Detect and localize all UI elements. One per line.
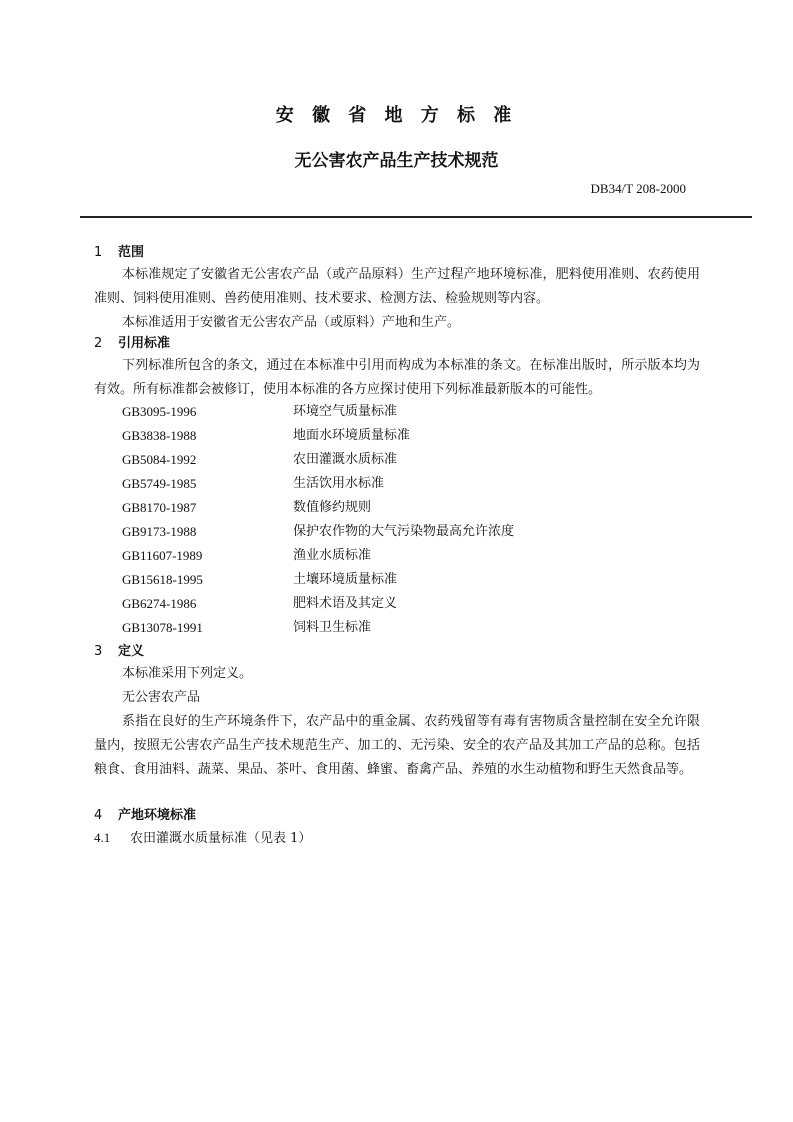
list-item	[122, 496, 682, 520]
standard-code: GB13078-1991	[122, 620, 203, 635]
standard-code: GB6274-1986	[122, 596, 197, 611]
list-item	[122, 472, 682, 496]
list-item	[122, 544, 682, 568]
standard-code: DB34/T 208-2000	[590, 181, 686, 196]
term-definition: 系指在良好的生产环境条件下，农产品中的重金属、农药残留等有毒有害物质含量控制在安全允许限量内，按照无公害农产品生产技术规范生产、加工的、无污染、安全的农产品及其加工产品的总称。包括粮食、食用油料、蔬菜、果品、茶叶、食用菌、蜂蜜、畜禽产品、养殖的水生动植物和野生天然食品等。	[94, 714, 700, 777]
standard-code: GB9173-1988	[122, 524, 197, 539]
section-3-number: 3	[94, 644, 103, 659]
section-2-number: 2	[94, 336, 103, 351]
section-3-title: 定义	[118, 644, 145, 659]
section-1-paragraph-2: 本标准适用于安徽省无公害农产品（或原料）产地和生产。	[122, 315, 461, 330]
standard-code: GB8170-1987	[122, 500, 197, 515]
list-item	[122, 520, 682, 544]
section-1-paragraph-1: 本标准规定了安徽省无公害农产品（或产品原料）生产过程产地环境标准，肥料使用准则、农药使用准则、饲料使用准则、兽药使用准则、技术要求、检测方法、检验规则等内容。	[94, 267, 700, 306]
standard-name: 环境空气质量标准	[293, 404, 398, 419]
section-2-heading	[94, 334, 170, 354]
list-item	[122, 616, 682, 640]
standard-code: GB5084-1992	[122, 452, 197, 467]
section-4-heading	[94, 806, 196, 826]
section-2-paragraph: 下列标准所包含的条文，通过在本标准中引用而构成为本标准的条文。在标准出版时，所示版本均为有效。所有标准都会被修订，使用本标准的各方应探讨使用下列标准最新版本的可能性。	[94, 358, 700, 397]
section-4-number: 4	[94, 808, 103, 823]
standard-name: 生活饮用水标准	[293, 476, 385, 491]
section-1-heading	[94, 243, 144, 263]
standard-code: GB11607-1989	[122, 548, 203, 563]
header-divider	[80, 216, 752, 218]
standard-name: 饲料卫生标准	[293, 620, 372, 635]
referenced-standards-list	[122, 400, 682, 640]
section-1-number: 1	[94, 245, 103, 260]
list-item	[122, 424, 682, 448]
list-item	[122, 568, 682, 592]
list-item	[122, 400, 682, 424]
list-item	[122, 592, 682, 616]
section-4-title: 产地环境标准	[118, 808, 197, 823]
section-1-title: 范围	[118, 245, 145, 260]
standard-name: 肥料术语及其定义	[293, 596, 398, 611]
standard-name: 渔业水质标准	[293, 548, 372, 563]
standard-name: 保护农作物的大气污染物最高允许浓度	[293, 524, 515, 539]
standard-code: GB3095-1996	[122, 404, 197, 419]
standard-code: GB15618-1995	[122, 572, 203, 587]
section-4-1-text: 农田灌溉水质量标准（见表 1）	[130, 831, 312, 846]
section-3-heading	[94, 642, 144, 662]
standard-name: 土壤环境质量标准	[293, 572, 398, 587]
standard-name: 地面水环境质量标准	[293, 428, 411, 443]
standard-name: 数值修约规则	[293, 500, 372, 515]
section-3-intro: 本标准采用下列定义。	[122, 666, 253, 681]
section-4-1-number: 4.1	[94, 830, 111, 845]
section-2-title: 引用标准	[118, 336, 171, 351]
issuing-authority: 安 徽 省 地 方 标 准	[275, 105, 518, 126]
standard-code: GB3838-1988	[122, 428, 197, 443]
defined-term: 无公害农产品	[122, 690, 201, 705]
document-title: 无公害农产品生产技术规范	[294, 151, 499, 171]
list-item	[122, 448, 682, 472]
standard-name: 农田灌溉水质标准	[293, 452, 398, 467]
section-4-1	[94, 827, 311, 850]
standard-code: GB5749-1985	[122, 476, 197, 491]
